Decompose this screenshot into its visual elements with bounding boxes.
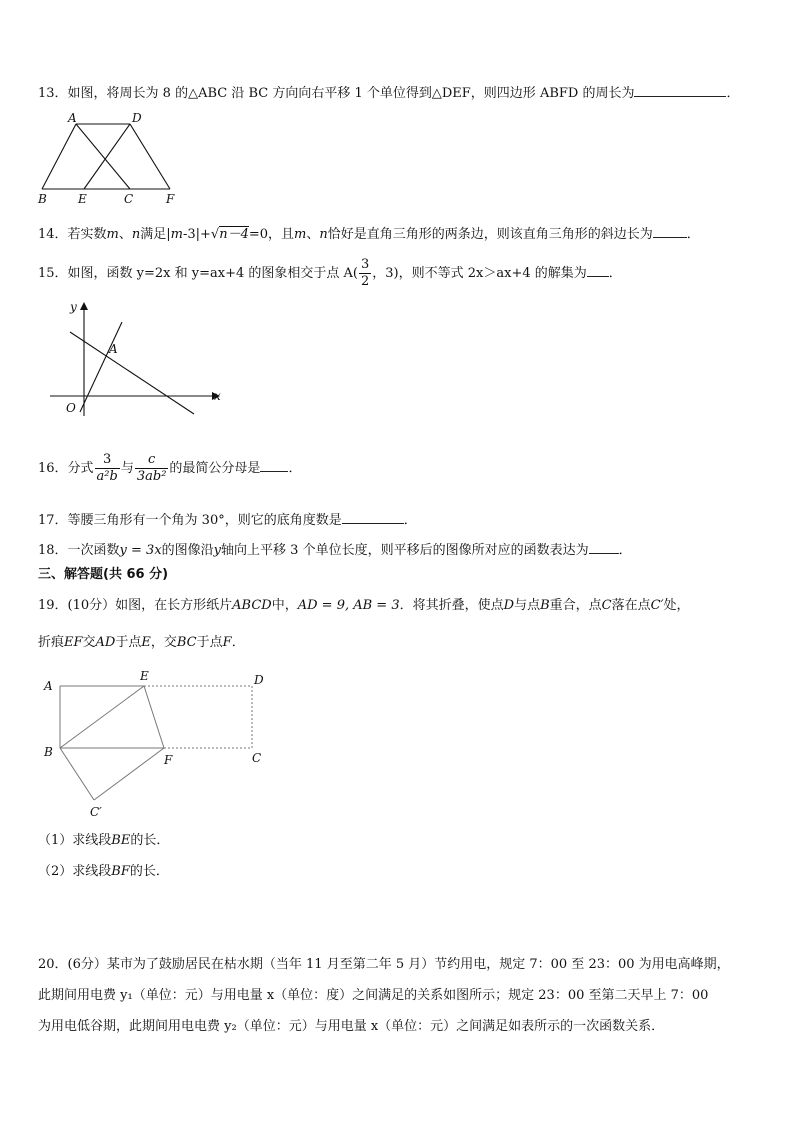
question-13: 13．如图，将周长为 8 的△ABC 沿 BC 方向向右平移 1 个单位得到△DEF，则四边形 ABFD 的周长为 ． xyxy=(38,83,739,103)
q13-segment-df xyxy=(130,124,170,189)
q19-label-e: E xyxy=(140,669,149,683)
q13-label-b: B xyxy=(38,192,47,206)
question-19-sub-2: （2）求线段BF的长． xyxy=(38,864,169,879)
q13-label-c: C xyxy=(124,192,134,206)
q13-figure xyxy=(34,110,184,206)
y-axis-arrow xyxy=(80,302,88,310)
line-y-ax-plus-4 xyxy=(70,332,194,414)
q13-text: 13．如图，将周长为 8 的△ABC 沿 BC 方向向右平移 1 个单位得到△DEF，则四边形 ABFD 的周长为 xyxy=(38,86,635,101)
q13-answer-blank[interactable] xyxy=(634,83,726,97)
q14-radicand: n－4 xyxy=(219,227,249,242)
q19-label-c-prime: C′ xyxy=(90,805,102,819)
question-19-line-1: 19．(10分）如图，在长方形纸片ABCD中，AD = 9, AB = 3．将其折叠，使点D与点B重合，点C落在点C′处， xyxy=(38,598,690,613)
line-y-2x xyxy=(80,322,122,412)
question-19-sub-1: （1）求线段BE的长． xyxy=(38,833,170,848)
question-15: 15．如图，函数 y=2x 和 y=ax+4 的图象相交于点 A( $\frac{3}{2}$ ，3)，则不等式 2x＞ax+4 的解集为 ． xyxy=(38,257,622,289)
q19-label-d: D xyxy=(254,673,264,687)
q19-label-f: F xyxy=(164,753,173,767)
question-20-line-3: 为用电低谷期，此期间用电电费 y₂（单位：元）与用电量 x（单位：元）之间满足如表所示的一次函数关系． xyxy=(38,1019,665,1034)
q16-fraction-2: $\frac{c}{\text{3ab²}}$ xyxy=(136,452,167,484)
q15-answer-blank[interactable] xyxy=(587,263,609,277)
q15-label-x: x xyxy=(214,389,221,403)
segment-bc-prime xyxy=(60,748,94,800)
q13-label-a: A xyxy=(68,111,77,125)
segment-c-prime-f xyxy=(94,748,164,800)
q15-fraction: $\frac{3}{2}$ xyxy=(361,257,370,289)
question-20-line-1: 20．(6分）某市为了鼓励居民在枯水期（当年 11 月至第二年 5 月）节约用电，规定 7：00 至 23：00 为用电高峰期， xyxy=(38,957,730,972)
question-19-line-2: 折痕EF交AD于点E，交BC于点F． xyxy=(38,635,245,650)
q19-label-b: B xyxy=(44,745,53,759)
segment-ef xyxy=(144,686,164,748)
q15-label-o: O xyxy=(66,401,76,415)
question-16: 16．分式 $\frac{3}{\text{a²b}}$ 与 $\frac{c}{\text{3ab²}}$ 的最简公分母是 ． xyxy=(38,452,302,484)
question-20-line-2: 此期间用电费 y₁（单位：元）与用电量 x（单位：度）之间满足的关系如图所示；规定 23：00 至第二天早上 7：00 xyxy=(38,988,709,1003)
q13-label-f: F xyxy=(166,192,175,206)
q14-answer-blank[interactable] xyxy=(653,224,687,238)
sqrt-sign: √ xyxy=(210,227,220,242)
q13-segment-de xyxy=(84,124,130,189)
q13-segment-ac xyxy=(76,124,130,189)
q19-figure xyxy=(40,668,280,824)
q15-label-y: y xyxy=(70,300,77,314)
q13-label-e: E xyxy=(78,192,87,206)
q16-fraction-1: $\frac{3}{\text{a²b}}$ xyxy=(96,452,118,484)
q16-answer-blank[interactable] xyxy=(260,458,288,472)
q15-graph xyxy=(44,296,234,420)
q19-label-a: A xyxy=(44,679,53,693)
q19-label-c: C xyxy=(252,751,262,765)
section-heading: 三、解答题(共 66 分) xyxy=(38,567,169,582)
q13-label-d: D xyxy=(132,111,142,125)
q17-answer-blank[interactable] xyxy=(342,510,404,524)
question-18: 18．一次函数y = 3x的图像沿y轴向上平移 3 个单位长度，则平移后的图像所对应的函数表达为 ． xyxy=(38,540,632,560)
q15-label-a: A xyxy=(109,342,118,356)
question-14: 14．若实数m、n满足|m-3|+√n－4=0，且m、n恰好是直角三角形的两条边，则该直角三角形的斜边长为 ． xyxy=(38,224,700,244)
q18-answer-blank[interactable] xyxy=(589,540,619,554)
q13-segment-ab xyxy=(42,124,76,189)
question-17: 17．等腰三角形有一个角为 30°，则它的底角度数是 ． xyxy=(38,510,417,530)
segment-be xyxy=(60,686,144,748)
